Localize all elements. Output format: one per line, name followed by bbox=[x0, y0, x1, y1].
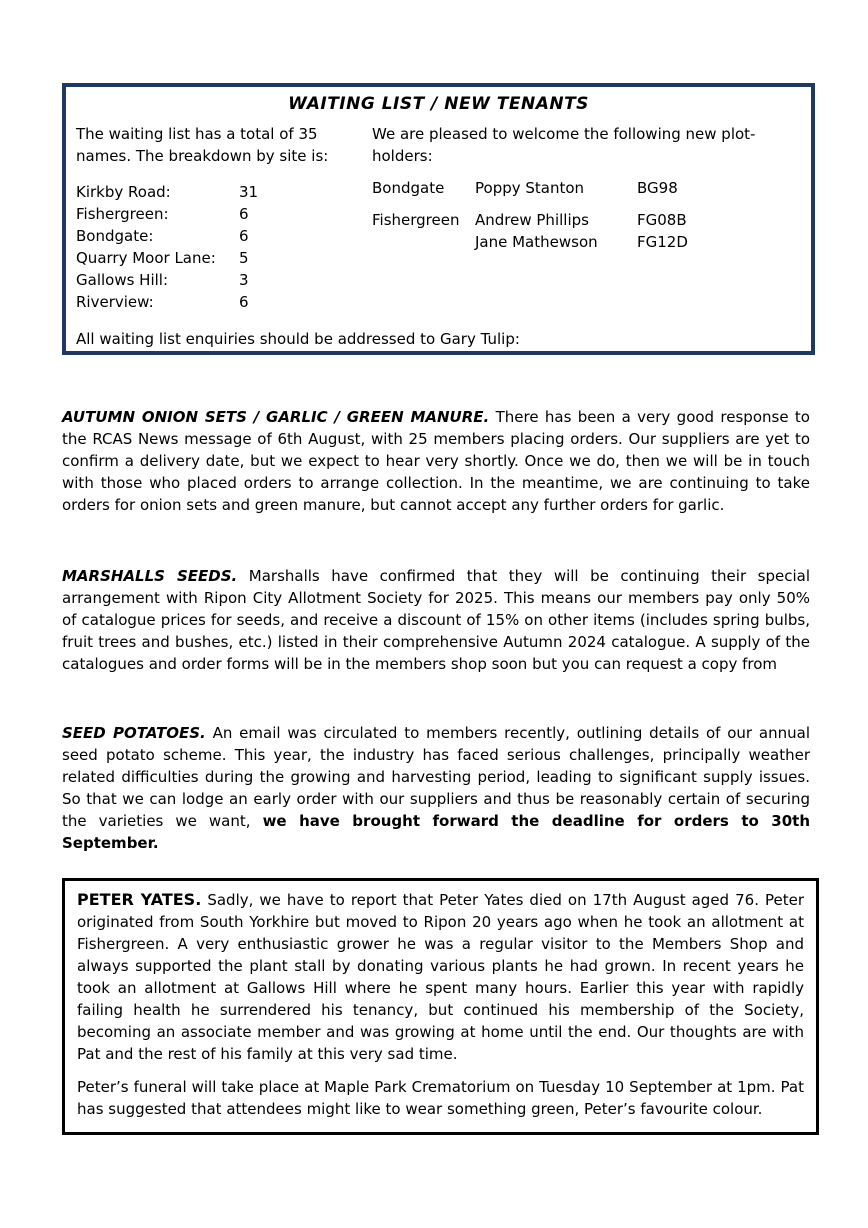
site-name: Fishergreen: bbox=[76, 205, 169, 223]
section-potatoes-body: An email was circulated to members recently, outlining details of our annual seed potato scheme. This year, the industry has faced serious challenges, principally weather related difficulties during the growing and harvesting period, leading to significant supply issues. So that we can lodge an early order with our suppliers and thus be reasonably certain of securing the varieties we want, bbox=[62, 724, 810, 830]
obituary-body-1: Sadly, we have to report that Peter Yates died on 17th August aged 76. Peter originated from South Yorkhire but moved to Ripon 20 years ago when he took an allotment at Fishergreen. A very enthusiastic grower he was a regular visitor to the Members Shop and always supported the plant stall by donating various plants he had grown. In recent years he took an allotment at Gallows Hill where he spent many hours. Earlier this year with rapidly failing health he surrendered his tenancy, but continued his membership of the Society, becoming an associate member and was growing at home until the end. Our thoughts are with Pat and the rest of his family at this very sad time. bbox=[77, 891, 804, 1063]
site-count: 3 bbox=[239, 271, 249, 289]
obituary-paragraph-2: Peter’s funeral will take place at Maple Park Crematorium on Tuesday 10 September at 1pm. Pat has suggested that attendees might like to wear something green, Peter’s favourite colour. bbox=[77, 1078, 804, 1118]
site-count: 31 bbox=[239, 183, 259, 201]
tenant-row bbox=[372, 231, 801, 253]
section-onion-heading: AUTUMN ONION SETS / GARLIC / GREEN MANURE. bbox=[62, 408, 490, 426]
site-name: Bondgate: bbox=[76, 227, 154, 245]
site-row bbox=[76, 247, 368, 269]
waiting-list-left-column bbox=[76, 123, 368, 313]
waiting-list-box bbox=[62, 83, 815, 355]
waiting-list-intro: The waiting list has a total of 35 names. The breakdown by site is: bbox=[76, 125, 329, 165]
tenant-site: Bondgate bbox=[372, 179, 445, 197]
tenant-name: Jane Mathewson bbox=[475, 233, 598, 251]
section-onion-body: There has been a very good response to the RCAS News message of 6th August, with 25 members placing orders. Our suppliers are yet to confirm a delivery date, but we expect to hear very shortly. Once we do, then we will be in touch with those who placed orders to arrange collection. In the meantime, we are continuing to take orders for onion sets and green manure, but cannot accept any further orders for garlic. bbox=[62, 408, 810, 514]
section-potatoes-heading: SEED POTATOES. bbox=[62, 724, 206, 742]
site-name: Gallows Hill: bbox=[76, 271, 169, 289]
tenant-site bbox=[372, 231, 475, 253]
section-onion-sets bbox=[62, 406, 810, 516]
site-breakdown-list bbox=[76, 181, 368, 313]
site-row bbox=[76, 269, 368, 291]
section-potatoes-bold-deadline: we have brought forward the deadline for orders to 30th September. bbox=[62, 812, 811, 852]
section-seed-potatoes bbox=[62, 722, 810, 854]
site-row bbox=[76, 225, 368, 247]
section-seeds-body: Marshalls have confirmed that they will be continuing their special arrangement with Ripon City Allotment Society for 2025. This means our members pay only 50% of catalogue prices for seeds, and receive a discount of 15% on other items (includes spring bulbs, fruit trees and bushes, etc.) listed in their comprehensive Autumn 2024 catalogue. A supply of the catalogues and order forms will be in the members shop soon but you can request a copy from bbox=[62, 567, 810, 673]
tenant-name: Poppy Stanton bbox=[475, 179, 585, 197]
tenant-plot: FG12D bbox=[637, 233, 688, 251]
tenant-site: Fishergreen bbox=[372, 211, 460, 229]
site-count: 6 bbox=[239, 293, 249, 311]
obituary-paragraph-1 bbox=[77, 889, 804, 1065]
new-tenants-intro: We are pleased to welcome the following new plot-holders: bbox=[372, 125, 756, 165]
tenant-row bbox=[372, 177, 801, 199]
obituary-box bbox=[62, 878, 819, 1135]
waiting-list-columns bbox=[76, 123, 801, 313]
site-name: Quarry Moor Lane: bbox=[76, 249, 216, 267]
tenant-plot: BG98 bbox=[637, 179, 678, 197]
site-name: Kirkby Road: bbox=[76, 183, 171, 201]
tenant-row bbox=[372, 209, 801, 231]
site-row bbox=[76, 181, 368, 203]
waiting-list-footer: All waiting list enquiries should be addressed to Gary Tulip: bbox=[76, 330, 520, 348]
tenant-name: Andrew Phillips bbox=[475, 211, 589, 229]
section-marshalls-seeds bbox=[62, 565, 810, 675]
site-count: 6 bbox=[239, 227, 249, 245]
waiting-list-title: WAITING LIST / NEW TENANTS bbox=[288, 94, 589, 114]
tenant-plot: FG08B bbox=[637, 211, 687, 229]
site-count: 6 bbox=[239, 205, 249, 223]
site-name: Riverview: bbox=[76, 293, 154, 311]
site-row bbox=[76, 203, 368, 225]
site-count: 5 bbox=[239, 249, 249, 267]
obituary-heading: PETER YATES. bbox=[77, 890, 202, 909]
section-seeds-heading: MARSHALLS SEEDS. bbox=[62, 567, 238, 585]
new-tenants-column bbox=[368, 123, 801, 313]
site-row bbox=[76, 291, 368, 313]
